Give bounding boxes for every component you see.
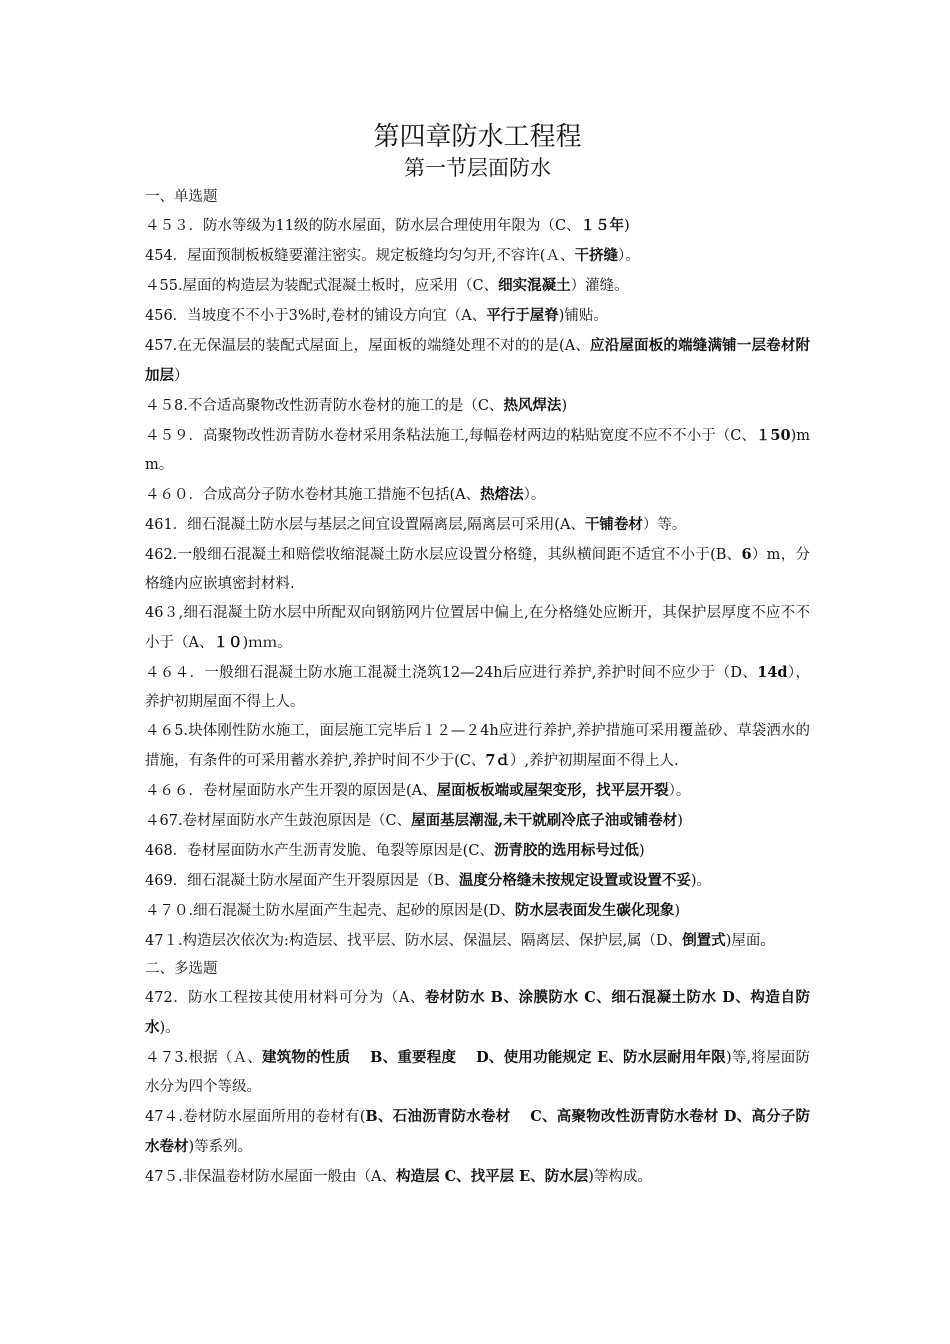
question-text: ） [174,368,189,384]
question-item [145,391,810,421]
question-text: )等构成。 [588,1169,652,1185]
document-page [145,120,810,1192]
question-text: ）。 [523,487,546,503]
answer-text: 干挤缝 [574,247,618,264]
question-item [145,1102,810,1162]
question-item [145,866,810,896]
question-text: ４５8.不合适高聚物改性沥青防水卷材的施工的是（C、 [145,398,504,414]
question-item [145,1162,810,1192]
question-text: 456．当坡度不不小于3%时,卷材的铺设方向宜（A、 [145,308,487,324]
question-list [145,184,810,1192]
question-item [145,896,810,926]
question-item [145,540,810,599]
question-text: ) [624,218,630,234]
question-text: ４７3.根据（Ａ、 [145,1050,262,1066]
question-text: ４67.卷材屋面防水产生鼓泡原因是（C、 [145,813,412,829]
answer-text: 6 [741,546,752,563]
question-text: ４６5.块体刚性防水施工，面层施工完毕后１２—２4h应进行养护,养护措施可采用覆盖砂、草袋洒水的措施，有条件的可采用蓄水养护,养护时间不少于(C、 [145,723,810,769]
question-item [145,480,810,510]
answer-text: 热风焊法 [503,397,562,414]
answer-text: 构造层 C、找平层 E、防水层 [396,1168,589,1185]
question-text: )等,将屋面防水分为四个等级。 [145,1050,810,1095]
question-text: )屋面。 [725,933,775,949]
answer-text: 温度分格缝未按规定设置或设置不妥 [458,872,691,889]
question-text: )等系列。 [188,1139,253,1155]
question-text: ) [674,903,681,919]
question-item [145,211,810,241]
question-item [145,926,810,956]
answer-text: 平行于屋脊 [486,307,559,324]
question-item [145,836,810,866]
question-text: 462.一般细石混凝土和赔偿收缩混凝土防水层应设置分格缝，其纵横间距不适宜不小于(B、 [145,547,742,563]
answer-text: 屋面板板端或屋架变形，找平层开裂 [436,782,669,799]
answer-text: 倒置式 [682,932,726,949]
answer-text: 防水层表面发生碳化现象 [514,902,675,919]
question-text: )mm。 [145,428,810,473]
question-text: 461．细石混凝土防水层与基层之间宜设置隔离层,隔离层可采用(A、 [145,517,585,533]
question-text: 472．防水工程按其使用材料可分为（A、 [145,990,425,1006]
question-item [145,241,810,271]
question-item [145,599,810,658]
question-item [145,983,810,1043]
question-text: ４55.屋面的构造层为装配式混凝土板时，应采用（C、 [145,278,499,294]
answer-text: １50 [755,427,791,444]
question-text: )铺贴。 [558,308,608,324]
question-text: ) [561,398,568,414]
question-item [145,271,810,301]
answer-text: 应沿屋面板的端缝满铺一层卷材附加层 [145,337,810,384]
question-item [145,301,810,331]
question-text: 47４.卷材防水屋面所用的卷材有( [145,1109,366,1125]
answer-text: １５年 [580,217,625,234]
chapter-title: 第四章防水工程程 [373,122,582,152]
question-text: )ｍｍ。 [242,635,292,651]
answer-text: 热熔法 [480,486,524,503]
answer-text: 细实混凝土 [498,277,571,294]
question-text: ），养护初期屋面不得上人。 [145,665,810,710]
answer-text: 7ｄ [485,752,510,769]
question-text: ４５９．高聚物改性沥青防水卷材采用条粘法施工,每幅卷材两边的粘贴宽度不应不不小于（C、 [145,428,756,444]
question-item [145,658,810,717]
question-item [145,510,810,540]
question-text: ４６４．一般细石混凝土防水施工混凝土浇筑12—24h后应进行养护,养护时间不应少于（D、 [145,665,758,681]
answer-text: 沥青胶的选用标号过低 [493,842,639,859]
question-text: 46３,细石混凝土防水层中所配双向钢筋网片位置居中偏上,在分格缝处应断开，其保护层厚度不应不不小于（A、 [145,605,810,651]
question-text: ４５３．防水等级为11级的防水屋面，防水层合理使用年限为（C、 [145,218,581,234]
question-text: ４７０.细石混凝土防水屋面产生起壳、起砂的原因是(D、 [145,903,515,919]
answer-text: 屋面基层潮湿,未干就刷冷底子油或铺卷材 [411,812,678,829]
question-item [145,1043,810,1102]
question-text: 468．卷材屋面防水产生沥青发脆、龟裂等原因是(C、 [145,843,494,859]
answer-text: 14d [757,664,788,681]
answer-text: B、石油沥青防水卷材 C、高聚物改性沥青防水卷材 D、高分子防水卷材 [145,1108,810,1155]
question-item [145,806,810,836]
question-text: 469．细石混凝土防水屋面产生开裂原因是（B、 [145,873,459,889]
question-text: 454．屋面预制板板缝要灌注密实。规定板缝均匀匀开,不容许(Ａ、 [145,248,575,264]
answer-text: 建筑物的性质 B、重要程度 D、使用功能规定 E、防水层耐用年限 [261,1049,726,1066]
answer-text: 卷材防水 B、涂膜防水 C、细石混凝土防水 D、构造自防水 [145,989,811,1036]
question-text: ) [677,813,683,829]
section-heading: 二、多选题 [145,961,218,977]
question-text: )。 [159,1020,180,1036]
question-text: ) [638,843,645,859]
section-heading: 一、单选题 [145,189,218,205]
question-text: ４６６．卷材屋面防水产生开裂的原因是(A、 [145,783,437,799]
answer-text: １０ [213,634,243,651]
question-text: 47５.非保温卷材防水屋面一般由（A、 [145,1169,397,1185]
question-item [145,776,810,806]
answer-text: 干铺卷材 [584,516,643,533]
question-item [145,331,810,391]
question-text: ）。 [668,783,691,799]
question-item [145,421,810,480]
question-text: ）m，分格缝内应嵌填密封材料. [145,547,810,592]
section-subtitle: 第一节层面防水 [404,156,551,180]
question-text: ）灌缝。 [570,278,629,294]
question-item [145,717,810,776]
question-text: 47１.构造层次依次为:构造层、找平层、防水层、保温层、隔离层、保护层,属（D、 [145,933,683,949]
question-text: ）。 [617,248,640,264]
question-text: )。 [690,873,712,889]
question-text: 457.在无保温层的装配式屋面上，屋面板的端缝处理不对的的是(A、 [145,338,591,354]
question-text: ４６０．合成高分子防水卷材其施工措施不包括(A、 [145,487,481,503]
question-text: ）等。 [642,517,687,533]
question-text: ）,养护初期屋面不得上人. [509,753,679,769]
